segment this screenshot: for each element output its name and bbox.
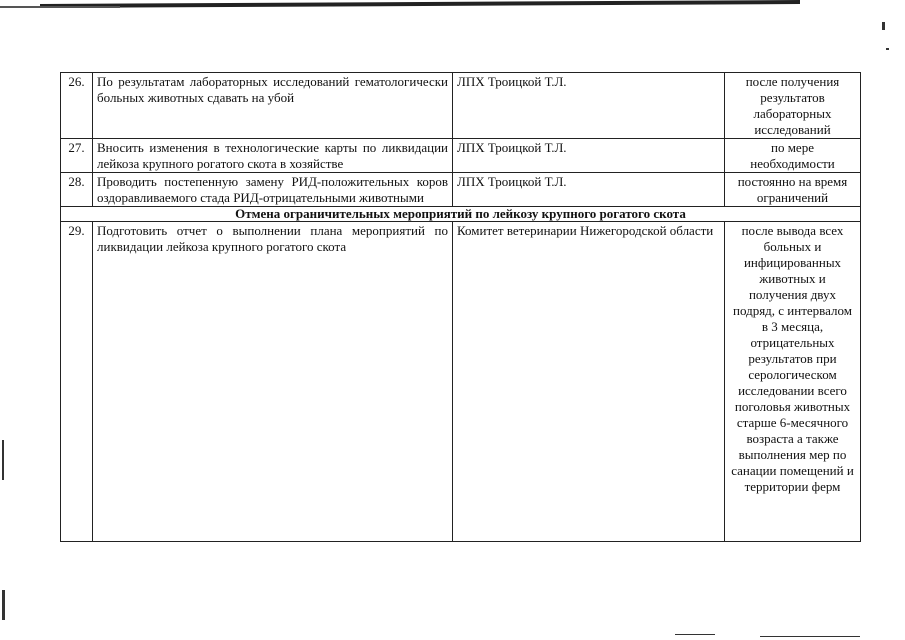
- row-action: Проводить постепенную замену РИД-положительных коров оздоравливаемого стада РИД-отрицательными животными: [93, 173, 453, 207]
- row-term: постоянно на время ограничений: [725, 173, 861, 207]
- table-row: [61, 73, 861, 139]
- scan-speck: [2, 590, 5, 620]
- row-term: после вывода всех больных и инфицированных животных и получения двух подряд, с интервалом в 3 месяца, отрицательных результатов при серологическом исследовании всего поголовья животных старше 6-месячного возраста а также выполнения мер по санации помещений и территории ферм: [725, 222, 861, 542]
- row-number: 29.: [61, 222, 93, 542]
- scan-speck: [675, 634, 715, 635]
- row-action: Подготовить отчет о выполнении плана мероприятий по ликвидации лейкоза крупного рогатого скота: [93, 222, 453, 542]
- row-responsible: ЛПХ Троицкой Т.Л.: [453, 173, 725, 207]
- section-header-row: [61, 207, 861, 222]
- row-action: Вносить изменения в технологические карты по ликвидации лейкоза крупного рогатого скота в хозяйстве: [93, 139, 453, 173]
- scan-speck: [760, 636, 860, 637]
- scan-speck: [882, 22, 885, 30]
- scan-speck: [2, 440, 4, 480]
- scan-speck: [886, 48, 889, 50]
- table-row: [61, 139, 861, 173]
- row-term: по мере необходимости: [725, 139, 861, 173]
- row-responsible: Комитет ветеринарии Нижегородской области: [453, 222, 725, 542]
- row-action: По результатам лабораторных исследований гематологически больных животных сдавать на убой: [93, 73, 453, 139]
- row-number: 26.: [61, 73, 93, 139]
- scan-artifact-top-line: [40, 0, 800, 8]
- scan-artifact-top-line-left: [0, 6, 120, 8]
- row-number: 28.: [61, 173, 93, 207]
- row-term: после получения результатов лабораторных исследований: [725, 73, 861, 139]
- measures-table: [60, 72, 861, 542]
- table-row: [61, 222, 861, 542]
- table-row: [61, 173, 861, 207]
- row-responsible: ЛПХ Троицкой Т.Л.: [453, 139, 725, 173]
- row-responsible: ЛПХ Троицкой Т.Л.: [453, 73, 725, 139]
- row-number: 27.: [61, 139, 93, 173]
- section-title: Отмена ограничительных мероприятий по лейкозу крупного рогатого скота: [61, 207, 861, 222]
